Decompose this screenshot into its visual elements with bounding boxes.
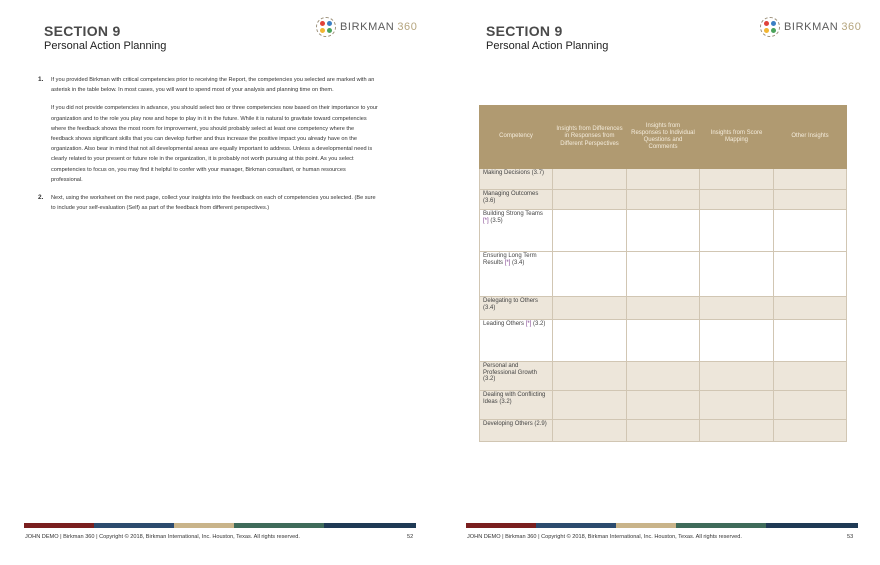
instruction-paragraph: If you did not provide competencies in advance, you should select two or three competencies now based on their importance to your organization and to the role you play now and hope to play in it in the future. While it is natural to gravitate toward competencies where the feedback shows the most room for improvement, you should probably select at least one competency where the feedback shows significant skills that you can develop further and thus increase the positive impact you already have on the organization. Also bear in mind that not all developmental areas are equally important to address. Unless a developmental need is clearly related to your present or future role in the organization, it is probably not worth pursuing at this point. As you select competencies to focus on, you may find it helpful to confer with your manager, Birkman consultant, or human resources professional.: [51, 105, 378, 183]
insight-cell[interactable]: [627, 362, 700, 391]
brand-logo: [760, 17, 861, 37]
table-row: [480, 297, 847, 320]
table-row: [480, 190, 847, 210]
table-row: [480, 391, 847, 420]
asterisk-marker: [*]: [504, 259, 511, 266]
insight-cell[interactable]: [700, 362, 774, 391]
insight-cell[interactable]: [553, 362, 627, 391]
insight-cell[interactable]: [553, 252, 627, 297]
insight-cell[interactable]: [627, 320, 700, 362]
page-footer: JOHN DEMO | Birkman 360 | Copyright © 2018, Birkman International, Inc. Houston, Texas. All rights reserved.: [25, 534, 300, 540]
asterisk-marker: [*]: [483, 217, 489, 224]
insight-cell[interactable]: [553, 320, 627, 362]
insight-cell[interactable]: [774, 420, 847, 442]
section-subtitle: Personal Action Planning: [486, 40, 609, 52]
insight-cell[interactable]: [627, 297, 700, 320]
column-header: Insights from Differences in Responses from Different Perspectives: [553, 106, 627, 169]
competency-cell: Managing Outcomes (3.6): [480, 190, 553, 210]
insight-cell[interactable]: [553, 391, 627, 420]
insight-cell[interactable]: [700, 210, 774, 252]
brand-logo: [316, 17, 417, 37]
table-row: [480, 362, 847, 391]
insight-cell[interactable]: [553, 420, 627, 442]
insight-cell[interactable]: [774, 190, 847, 210]
table-row: [480, 420, 847, 442]
insight-cell[interactable]: [700, 297, 774, 320]
insight-cell[interactable]: [700, 420, 774, 442]
instruction-paragraph: Next, using the worksheet on the next page, collect your insights into the feedback on each of competencies you selected. (Be sure to include your self-evaluation (Self) as part of the feedback from different perspectives.): [51, 195, 376, 212]
table-row: [480, 252, 847, 297]
insight-cell[interactable]: [774, 391, 847, 420]
table-row: [480, 169, 847, 190]
competency-cell: Personal and Professional Growth (3.2): [480, 362, 553, 391]
section-title: SECTION 9: [44, 23, 121, 39]
competency-cell: Leading Others [*] (3.2): [480, 320, 553, 362]
insight-cell[interactable]: [627, 190, 700, 210]
insight-cell[interactable]: [553, 297, 627, 320]
page-number: 53: [847, 534, 854, 540]
insight-cell[interactable]: [774, 169, 847, 190]
action-planning-worksheet: [479, 105, 847, 442]
birkman-logo-icon: [316, 17, 336, 37]
instruction-paragraph: If you provided Birkman with critical competencies prior to receiving the Report, the competencies you selected are marked with an asterisk in the table below. In most cases, you will want to spend most of your analysis and planning time on them.: [51, 77, 375, 94]
competency-cell: Ensuring Long Term Results [*] (3.4): [480, 252, 553, 297]
asterisk-marker: [*]: [525, 321, 532, 327]
instruction-number: 2.: [38, 194, 44, 202]
decorative-stripe: [466, 523, 858, 528]
competency-cell: Developing Others (2.9): [480, 420, 553, 442]
birkman-logo-icon: [760, 17, 780, 37]
instruction-list: [38, 75, 378, 221]
column-header: Insights from Responses to Individual Questions and Comments: [627, 106, 700, 169]
insight-cell[interactable]: [700, 320, 774, 362]
competency-cell: Delegating to Others (3.4): [480, 297, 553, 320]
insight-cell[interactable]: [700, 169, 774, 190]
column-header: Other Insights: [774, 106, 847, 169]
insight-cell[interactable]: [774, 252, 847, 297]
table-row: [480, 320, 847, 362]
page-number: 52: [407, 534, 414, 540]
insight-cell[interactable]: [627, 420, 700, 442]
insight-cell[interactable]: [627, 391, 700, 420]
instruction-item: [38, 193, 378, 213]
insight-cell[interactable]: [700, 190, 774, 210]
competency-cell: Dealing with Conflicting Ideas (3.2): [480, 391, 553, 420]
section-title: SECTION 9: [486, 23, 563, 39]
table-row: [480, 210, 847, 252]
worksheet-header-row: [480, 106, 847, 169]
decorative-stripe: [24, 523, 416, 528]
insight-cell[interactable]: [627, 252, 700, 297]
section-subtitle: Personal Action Planning: [44, 40, 167, 52]
instruction-item: [38, 75, 378, 185]
insight-cell[interactable]: [553, 169, 627, 190]
insight-cell[interactable]: [627, 169, 700, 190]
column-header: Competency: [480, 106, 553, 169]
insight-cell[interactable]: [553, 210, 627, 252]
instruction-number: 1.: [38, 76, 44, 83]
insight-cell[interactable]: [774, 297, 847, 320]
insight-cell[interactable]: [774, 362, 847, 391]
competency-cell: Making Decisions (3.7): [480, 169, 553, 190]
insight-cell[interactable]: [774, 210, 847, 252]
insight-cell[interactable]: [700, 252, 774, 297]
column-header: Insights from Score Mapping: [700, 106, 774, 169]
competency-cell: Building Strong Teams [*] (3.5): [480, 210, 553, 252]
insight-cell[interactable]: [627, 210, 700, 252]
brand-name: BIRKMAN 360: [340, 21, 418, 33]
page-footer: JOHN DEMO | Birkman 360 | Copyright © 2018, Birkman International, Inc. Houston, Texas. All rights reserved.: [467, 534, 742, 540]
insight-cell[interactable]: [700, 391, 774, 420]
insight-cell[interactable]: [553, 190, 627, 210]
brand-name: BIRKMAN 360: [784, 21, 862, 33]
insight-cell[interactable]: [774, 320, 847, 362]
